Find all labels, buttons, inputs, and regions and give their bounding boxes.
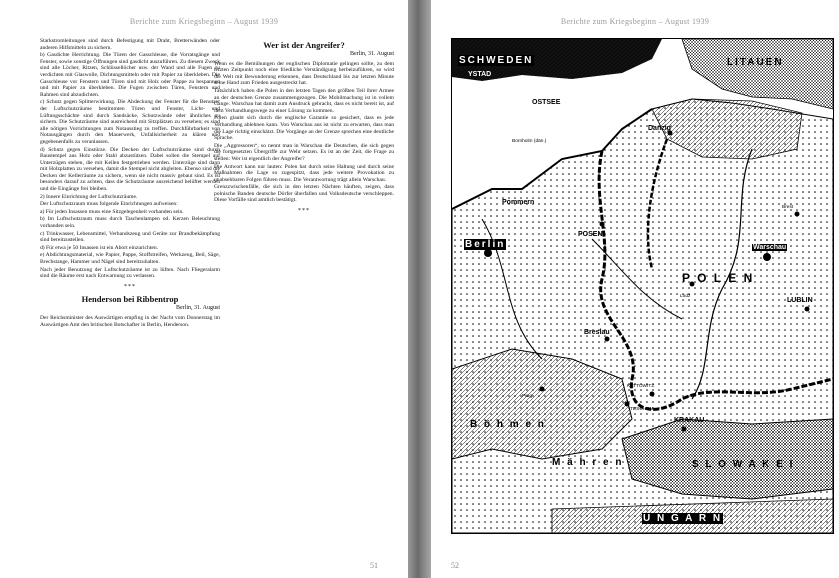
map-label-ungarn: U N G A R N — [643, 513, 723, 524]
map-label-pommern: Pommern — [502, 199, 535, 206]
paragraph: Der Luftschutzraum muss folgende Einrichtungen aufweisen: — [40, 201, 178, 208]
right-text-column — [214, 38, 394, 508]
map-label-berlin: Berlin — [465, 239, 506, 250]
right-page — [431, 0, 839, 578]
paragraph: e) Abdichtungsmaterial, wie Papier, Pappe, Stoffstreifen, Werkzeug, Beil, Säge, Brechstange, Hammer und Nägel sind bereitzuhalten. — [40, 252, 220, 265]
paragraph: Tatsächlich haben die Polen in den letzten Tagen den größten Teil ihrer Armee an der deutschen Grenze zusammengezogen. Die Mobilmachung ist in vollem Gange. Warschau hat damit zum Ausdruck gebracht, dass es nicht bereit ist, auf dem Verhandlungswege zu einer Lösung zu kommen. — [214, 87, 394, 114]
map-label-lublin: LUBLIN — [787, 297, 813, 304]
paragraph: Wenn es die Bemühungen der englischen Diplomatie gelingen sollte, zu dem letzten Zeitpunkt noch eine friedliche Verständigung herbeizuführen, so wird die Welt mit Bewunderung erkennen, dass Deutschland bis zur letzten Minute seine Hand zum Frieden ausgestreckt hat. — [214, 60, 394, 87]
paragraph: c) Schutz gegen Splitterwirkung. Die Abdeckung der Fenster für die Benutzer der Luftschutzräume bestimmten Türen und Fenster, Licht- und Lüftungsschächte sind durch Sandsäcke, Schutzwände oder ähnliches zu sichern. Die Schutzräume sind ausreichend mit Sitzplätzen zu versehen; es sind alle nötigen Vorrichtungen zum Notausstieg zu treffen. Durchführbarkeit von Notausgängen durch den Mauerwerk, Unfallsicherheit zu klären und gegebenenfalls zu veranlassen. — [40, 99, 220, 145]
paragraph: Die Antwort kann nur lauten: Polen hat durch seine Haltung und durch seine Maßnahmen die Lage so zugespitzt, dass jede weitere Provokation zu unabsehbaren Folgen führen muss. Die Verantwortung trägt allein Warschau. — [214, 163, 394, 183]
map-label-krakau: KRAKAU — [674, 417, 705, 424]
map-label-litauen: LITAUEN — [727, 57, 784, 68]
left-text-column — [40, 38, 220, 568]
left-page — [0, 0, 408, 578]
map-label-ostsee: OSTSEE — [532, 99, 561, 106]
map-label-kattowitz: KATTOWITZ — [627, 384, 655, 389]
paragraph: Polen glaubt sich durch die englische Garantie so gesichert, dass es jede Verhandlung ablehnen kann. Von Warschau aus ist nicht zu erwarten, dass man die Lage richtig einschätzt. Die Vorgänge an der Grenze sprechen eine deutliche Sprache. — [214, 115, 394, 142]
paragraph: Die „Aggressoren“, so nennt man in Warschau die Deutschen, die sich gegen die fortgesetzten Übergriffe zur Wehr setzen. Es ist an der Zeit, die Frage zu stellen: Wer ist eigentlich der Angreifer? — [214, 142, 394, 162]
section-separator: *** — [298, 208, 310, 215]
article-headline: Wer ist der Angreifer? — [263, 40, 345, 50]
map-label-bornholm: Bornholm (dän.) — [512, 139, 547, 144]
paragraph: b) Im Luftschutzraum muss durch Taschenlampen od. Kerzen Beleuchtung vorhanden sein. — [40, 216, 220, 230]
map-label-prag: Prag — [522, 394, 533, 399]
paragraph: d) Für etwa je 50 Insassen ist ein Abort einzurichten. — [40, 244, 159, 251]
running-head-right: Berichte zum Kriegsbeginn – August 1939 — [560, 17, 710, 26]
paragraph: Grenzzwischenfälle, die sich in den letzten Nächten häuften, zeigen, dass polnische Banden deutsche Dörfer überfallen und Volksdeutsche verschleppen. Diese Vorfälle sind amtlich bestätigt. — [214, 184, 394, 204]
map-label-polen: P O L E N — [682, 271, 755, 285]
section-separator: *** — [124, 283, 136, 290]
map-label-boehmen: B ö h m e n — [470, 419, 546, 430]
historical-map — [451, 38, 834, 534]
map-label-danzig: Danzig — [648, 125, 671, 132]
map-label-lodz: Lodz — [680, 294, 691, 299]
paragraph: 2) Innere Einrichtung der Luftschutzräume. — [40, 193, 138, 200]
paragraph: b) Gasdichte Herrichtung. Die Türen der Gasschleuse, die Vorratsgänge und Fenster, sowie sonstige Öffnungen sind gasdicht auszuführen. Zu diesem Zweck sind alle Löcher, Ritzen, Schlüssellöcher usw. der Wand und alle Fugen zu verdichten mit Glaswolle, Dichtungsmitteln oder mit Papier zu überkleben. Die Gasschleuse vor Fenstern und Türen sind mit Holz oder Pappe zu bespannen und mit Papier zu überkleben. Die Fugen zwischen Türen, Fenstern und Rahmen sind abzudichten. — [40, 52, 220, 98]
map-label-brest: Brest — [782, 205, 794, 210]
paragraph: d) Schutz gegen Einstürze. Die Decken der Luftschutzräume sind durch Baustempel aus Holz oder Stahl abzustützen. Dabei sollen die Stempel auf Unterzügen stehen, die mit Keilen festgetrieben werden. Unterzüge sind dann mit Holzplatten zu versehen, damit die Stempel nicht abgleiten. Ebenso sind die Decken der Kellerräume zu sichern, wenn sie nicht massiv gebaut sind. Es ist besonders darauf zu achten, dass die Schutzräume ausreichend belüftet werden und die Eingänge frei bleiben. — [40, 146, 220, 193]
map-label-schweden: SCHWEDEN — [459, 55, 534, 66]
map-label-posen: POSEN — [578, 231, 603, 238]
map-label-slowakei: S L O W A K E I — [692, 459, 795, 470]
map-label-breslau: Breslau — [584, 329, 610, 336]
paragraph: Der Reichsminister des Auswärtigen empfing in der Nacht vom Donnerstag im Auswärtigen Amt den britischen Botschafter in Berlin, Henderson. — [40, 314, 220, 328]
running-head-left: Berichte zum Kriegsbeginn – August 1939 — [129, 17, 279, 26]
map-label-ystad: YSTAD — [468, 71, 492, 78]
paragraph: Nach jeder Benutzung der Luftschutzräume ist zu lüften. Nach Fliegeralarm sind die Räume erst nach Entwarnung zu verlassen. — [40, 266, 220, 280]
paragraph: c) Trinkwasser, Lebensmittel, Verbandszeug und Geräte zur Brandbekämpfung sind bereitzustellen. — [40, 230, 220, 244]
map-label-teschen: TESCHEN — [630, 407, 653, 412]
map-label-warschau: Warschau — [753, 244, 787, 251]
article-title: Henderson bei Ribbentrop — [81, 294, 179, 305]
map-label-maehren: M ä h r e n — [552, 457, 624, 468]
page-number-right: 52 — [451, 561, 459, 570]
paragraph: a) Für jeden Insassen muss eine Sitzgelegenheit vorhanden sein. — [40, 208, 184, 215]
page-number-left: 51 — [370, 561, 378, 570]
book-gutter — [408, 0, 431, 578]
paragraph: Starkstromleitungen sind durch Befestigung mit Draht, Bretterwänden oder anderen Hilfsmitteln zu sichern. — [40, 38, 220, 51]
article-dateline: Berlin, 31. August — [175, 305, 220, 312]
article-dateline: Berlin, 31. August — [349, 51, 394, 57]
